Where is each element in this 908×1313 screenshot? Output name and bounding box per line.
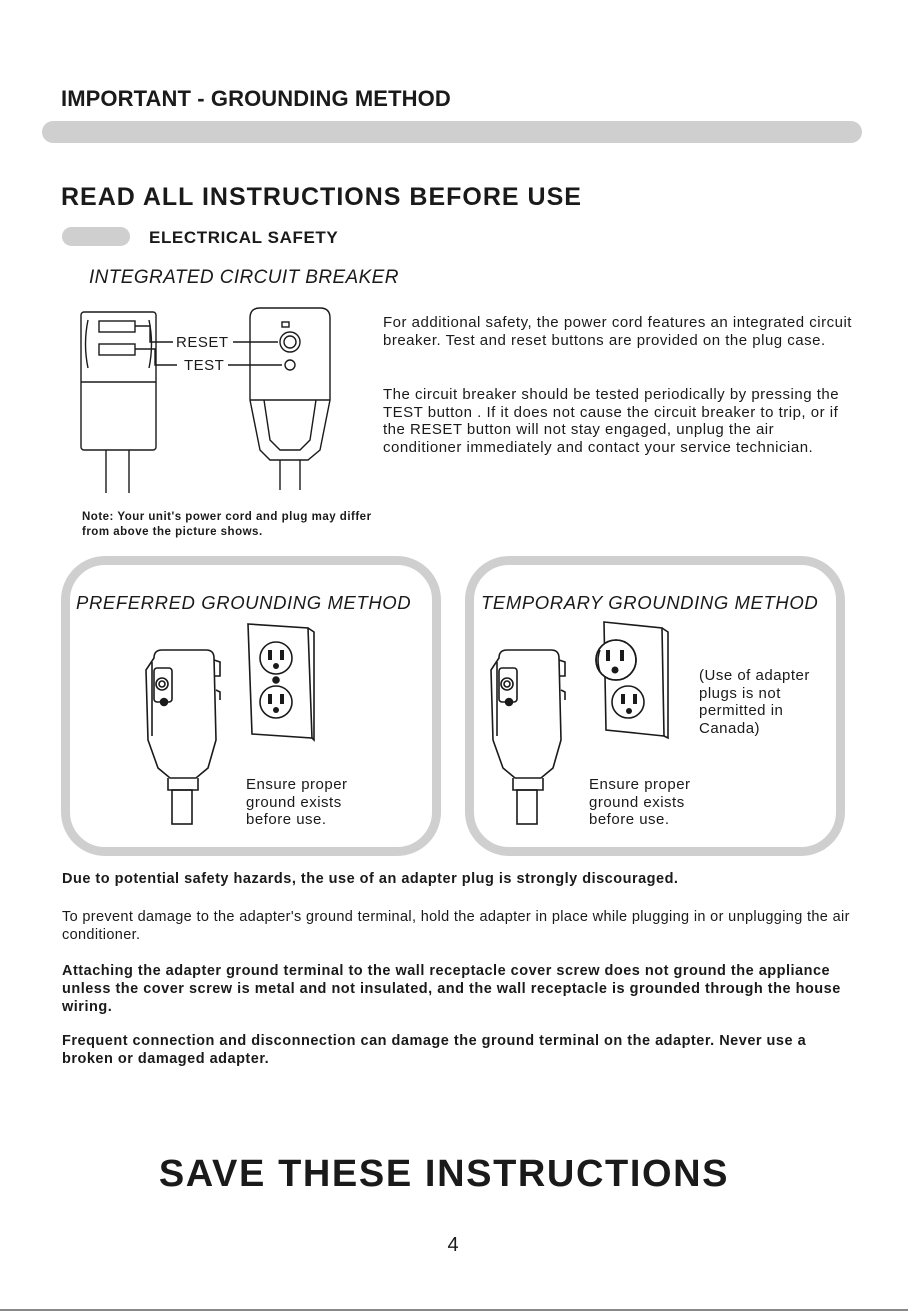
- cord-note: Note: Your unit's power cord and plug may differ from above the picture shows.: [82, 511, 372, 538]
- adapter-discouraged-warning: Due to potential safety hazards, the use of an adapter plug is strongly discouraged.: [62, 871, 679, 887]
- save-instructions-heading: SAVE THESE INSTRUCTIONS: [158, 1153, 730, 1195]
- adapter-wall-outlet: [596, 620, 671, 740]
- temporary-caption: Ensure proper ground exists before use.: [589, 776, 691, 829]
- preferred-method-title: PREFERRED GROUNDING METHOD: [76, 592, 412, 613]
- breaker-subheading: INTEGRATED CIRCUIT BREAKER: [89, 267, 399, 288]
- header-divider-bar: [42, 121, 862, 143]
- plug-side-view: [81, 312, 156, 450]
- test-button-side: [99, 344, 135, 355]
- cover-screw-paragraph: Attaching the adapter ground terminal to the wall receptacle cover screw does not ground the appliance unless the cover screw is metal and not insulated, and the wall receptacle is grounded through the house wiring.: [62, 963, 841, 1015]
- breaker-paragraph-2: The circuit breaker should be tested periodically by pressing the TEST button . If it does not cause the circuit breaker to trip, or if the RESET button will not stay engaged, unplug the air conditioner immediately and contact your service technician.: [383, 386, 840, 456]
- page-number: 4: [447, 1234, 459, 1256]
- prevent-damage-paragraph: To prevent damage to the adapter's ground terminal, hold the adapter in place while plugging in or unplugging the air conditioner.: [62, 909, 850, 943]
- page-title: IMPORTANT - GROUNDING METHOD: [61, 86, 451, 111]
- reset-button-side: [99, 321, 135, 332]
- test-label: TEST: [184, 357, 225, 374]
- preferred-plug-illustration: [140, 640, 240, 830]
- section-label: ELECTRICAL SAFETY: [149, 228, 339, 247]
- plug-front-view: [250, 308, 330, 460]
- bottom-rule: [0, 1309, 908, 1311]
- canada-adapter-note: (Use of adapter plugs is not permitted in Canada): [699, 667, 810, 737]
- preferred-caption: Ensure proper ground exists before use.: [246, 776, 348, 829]
- section-pill-marker: [62, 227, 130, 246]
- reset-label: RESET: [176, 334, 229, 351]
- circuit-breaker-diagram: [70, 300, 370, 500]
- temporary-method-title: TEMPORARY GROUNDING METHOD: [481, 592, 819, 613]
- temporary-plug-illustration: [485, 640, 585, 830]
- reset-button-front: [280, 332, 300, 352]
- frequent-connection-paragraph: Frequent connection and disconnection can damage the ground terminal on the adapter. Never use a broken or damaged adapter.: [62, 1033, 807, 1067]
- grounded-wall-outlet: [246, 622, 316, 742]
- breaker-paragraph-1: For additional safety, the power cord features an integrated circuit breaker. Test and reset buttons are provided on the plug case.: [383, 314, 852, 349]
- test-button-front: [285, 360, 295, 370]
- instructions-heading: READ ALL INSTRUCTIONS BEFORE USE: [61, 183, 582, 211]
